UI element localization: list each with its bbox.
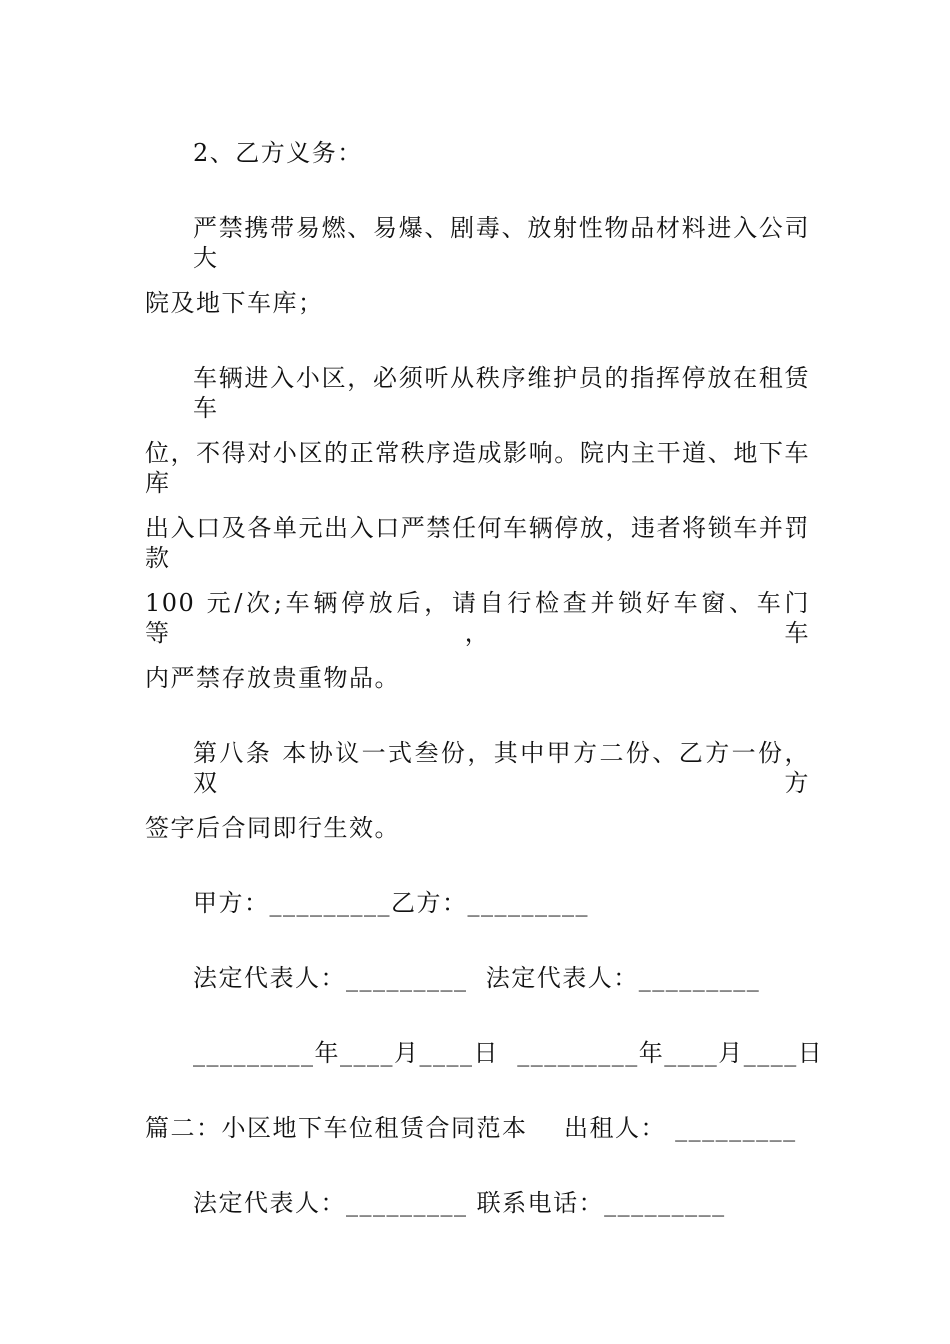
paragraph-line: 100 元/次;车辆停放后，请自行检查并锁好车窗、车门等，车 [145, 589, 810, 647]
article-line: 第八条 本协议一式叁份，其中甲方二份、乙方一份，双方 [193, 739, 810, 797]
section-heading: 2、乙方义务： [193, 139, 363, 167]
contact-line: 法定代表人：_________ 联系电话：_________ [193, 1189, 726, 1217]
paragraph-line: 严禁携带易燃、易爆、剧毒、放射性物品材料进入公司大 [193, 214, 810, 272]
date-line: _________年____月____日 _________年____月____日 [193, 1039, 824, 1067]
legal-representative-line: 法定代表人：_________ 法定代表人：_________ [193, 964, 761, 992]
paragraph-line: 内严禁存放贵重物品。 [145, 664, 400, 692]
paragraph-line: 签字后合同即行生效。 [145, 814, 400, 842]
paragraph-line: 位，不得对小区的正常秩序造成影响。院内主干道、地下车库 [145, 439, 810, 497]
section-title-line: 篇二：小区地下车位租赁合同范本 出租人： _________ [145, 1114, 797, 1142]
paragraph-line: 院及地下车库； [145, 289, 324, 317]
paragraph-line: 出入口及各单元出入口严禁任何车辆停放，违者将锁车并罚款 [145, 514, 810, 572]
paragraph-line: 车辆进入小区，必须听从秩序维护员的指挥停放在租赁车 [193, 364, 810, 422]
signature-parties-line: 甲方：_________乙方：_________ [193, 889, 589, 917]
